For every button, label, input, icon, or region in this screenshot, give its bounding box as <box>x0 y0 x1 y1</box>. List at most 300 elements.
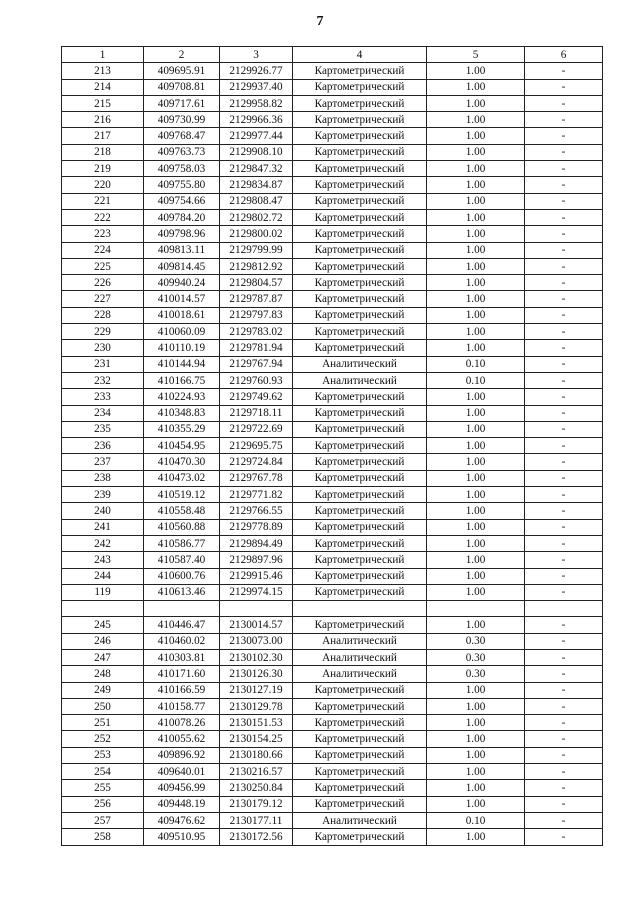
table-cell: Картометрический <box>293 519 427 535</box>
table-cell: 2129808.47 <box>220 193 293 209</box>
page-number: 7 <box>316 14 324 29</box>
table-cell <box>220 601 293 617</box>
table-row <box>62 144 603 160</box>
table-cell: 255 <box>62 780 144 796</box>
table-cell: 1.00 <box>427 552 525 568</box>
table-cell: 239 <box>62 487 144 503</box>
table-cell: 233 <box>62 389 144 405</box>
table-cell: 227 <box>62 291 144 307</box>
table-row <box>62 438 603 454</box>
table-cell: 410586.77 <box>144 535 220 551</box>
table-cell: 410519.12 <box>144 487 220 503</box>
table-cell: 410558.48 <box>144 503 220 519</box>
table-cell: 218 <box>62 144 144 160</box>
table-cell: 409784.20 <box>144 209 220 225</box>
table-cell: 250 <box>62 698 144 714</box>
table-cell: 1.00 <box>427 177 525 193</box>
table-cell: 217 <box>62 128 144 144</box>
table-cell: 253 <box>62 747 144 763</box>
table-cell: 409813.11 <box>144 242 220 258</box>
table-cell: Аналитический <box>293 356 427 372</box>
table-cell: Картометрический <box>293 242 427 258</box>
table-cell: 2129897.96 <box>220 552 293 568</box>
table-cell: - <box>525 193 603 209</box>
table-cell <box>62 601 144 617</box>
table-row <box>62 95 603 111</box>
table-cell: 2130177.11 <box>220 812 293 828</box>
table-cell: - <box>525 372 603 388</box>
table-cell: 1.00 <box>427 568 525 584</box>
table-cell: 410446.47 <box>144 617 220 633</box>
table-cell: 1.00 <box>427 780 525 796</box>
table-cell <box>427 601 525 617</box>
table-cell: 1.00 <box>427 764 525 780</box>
column-header: 1 <box>62 47 144 63</box>
table-cell: 229 <box>62 324 144 340</box>
table-cell: Картометрический <box>293 747 427 763</box>
table-cell: Картометрический <box>293 389 427 405</box>
table-cell: - <box>525 324 603 340</box>
table-row <box>62 649 603 665</box>
table-cell: 409730.99 <box>144 112 220 128</box>
table-row <box>62 698 603 714</box>
table-cell: 410355.29 <box>144 421 220 437</box>
table-cell: - <box>525 649 603 665</box>
table-cell: 2129722.69 <box>220 421 293 437</box>
table-cell: 2130129.78 <box>220 698 293 714</box>
table-cell: 410473.02 <box>144 470 220 486</box>
table-row <box>62 731 603 747</box>
table-cell: 410060.09 <box>144 324 220 340</box>
table-cell: Картометрический <box>293 731 427 747</box>
table-row <box>62 324 603 340</box>
table-row <box>62 275 603 291</box>
table-cell: 409510.95 <box>144 829 220 845</box>
table-cell: Картометрический <box>293 209 427 225</box>
table-cell: 245 <box>62 617 144 633</box>
table-cell: Картометрический <box>293 829 427 845</box>
table-row <box>62 291 603 307</box>
table-cell: - <box>525 95 603 111</box>
table-cell: - <box>525 731 603 747</box>
table-cell: 409755.80 <box>144 177 220 193</box>
table-cell: - <box>525 747 603 763</box>
table-cell: - <box>525 519 603 535</box>
table-cell: 409640.01 <box>144 764 220 780</box>
table-row <box>62 666 603 682</box>
table-cell: Картометрический <box>293 503 427 519</box>
table-cell: Картометрический <box>293 275 427 291</box>
table-cell: Картометрический <box>293 715 427 731</box>
table-cell: 409896.92 <box>144 747 220 763</box>
table-cell: Картометрический <box>293 144 427 160</box>
table-cell: - <box>525 535 603 551</box>
table-row <box>62 764 603 780</box>
table-row <box>62 617 603 633</box>
column-header: 6 <box>525 47 603 63</box>
table-cell: - <box>525 128 603 144</box>
table-row <box>62 454 603 470</box>
table-cell: 225 <box>62 258 144 274</box>
table-cell: 410110.19 <box>144 340 220 356</box>
table-cell: Аналитический <box>293 666 427 682</box>
table-cell: 1.00 <box>427 682 525 698</box>
table-row <box>62 421 603 437</box>
table-cell: Картометрический <box>293 324 427 340</box>
table-cell: 2130216.57 <box>220 764 293 780</box>
table-cell: 213 <box>62 63 144 79</box>
table-row <box>62 356 603 372</box>
table-cell: Картометрический <box>293 796 427 812</box>
table-row <box>62 796 603 812</box>
table-cell: 257 <box>62 812 144 828</box>
table-cell: 1.00 <box>427 95 525 111</box>
table-cell: 1.00 <box>427 389 525 405</box>
table-cell: 244 <box>62 568 144 584</box>
table-cell: 1.00 <box>427 731 525 747</box>
table-cell: - <box>525 568 603 584</box>
table-row <box>62 715 603 731</box>
table-cell: 258 <box>62 829 144 845</box>
table-row <box>62 584 603 600</box>
table-header-row <box>62 47 603 63</box>
table-cell: 409763.73 <box>144 144 220 160</box>
table-cell: 409448.19 <box>144 796 220 812</box>
table-cell: Аналитический <box>293 633 427 649</box>
table-cell: Картометрический <box>293 405 427 421</box>
table-cell: 410587.40 <box>144 552 220 568</box>
table-cell: 2130154.25 <box>220 731 293 747</box>
table-cell: - <box>525 275 603 291</box>
column-header: 2 <box>144 47 220 63</box>
table-cell: 1.00 <box>427 796 525 812</box>
table-cell: 251 <box>62 715 144 731</box>
table-row <box>62 372 603 388</box>
table-row <box>62 307 603 323</box>
column-header: 3 <box>220 47 293 63</box>
table-cell: 1.00 <box>427 79 525 95</box>
table-cell: 221 <box>62 193 144 209</box>
table-cell: Картометрический <box>293 764 427 780</box>
table-cell: 2130179.12 <box>220 796 293 812</box>
table-cell: Картометрический <box>293 63 427 79</box>
table-cell: 2129781.94 <box>220 340 293 356</box>
table-row <box>62 389 603 405</box>
table-cell: - <box>525 242 603 258</box>
table-cell: 246 <box>62 633 144 649</box>
table-cell: 247 <box>62 649 144 665</box>
table-cell: Картометрический <box>293 454 427 470</box>
table-cell: 1.00 <box>427 128 525 144</box>
table-cell: Картометрический <box>293 470 427 486</box>
table-cell: 1.00 <box>427 421 525 437</box>
table-cell: 2130126.30 <box>220 666 293 682</box>
table-row <box>62 535 603 551</box>
table-row <box>62 633 603 649</box>
table-cell: 235 <box>62 421 144 437</box>
table-row <box>62 340 603 356</box>
table-cell: 2129915.46 <box>220 568 293 584</box>
table-cell: 1.00 <box>427 193 525 209</box>
table-cell: 2129894.49 <box>220 535 293 551</box>
table-cell: - <box>525 829 603 845</box>
table-cell: 0.30 <box>427 649 525 665</box>
table-cell: 410166.59 <box>144 682 220 698</box>
table-cell: 409456.99 <box>144 780 220 796</box>
table-cell: - <box>525 177 603 193</box>
table-cell: 2129767.94 <box>220 356 293 372</box>
table-row <box>62 812 603 828</box>
table-cell: 409768.47 <box>144 128 220 144</box>
table-cell: 1.00 <box>427 242 525 258</box>
table-cell: 2130073.00 <box>220 633 293 649</box>
table-cell: - <box>525 698 603 714</box>
table-cell: 2129695.75 <box>220 438 293 454</box>
table-cell: 2129977.44 <box>220 128 293 144</box>
table-cell: 119 <box>62 584 144 600</box>
table-cell: 228 <box>62 307 144 323</box>
table-cell: Аналитический <box>293 372 427 388</box>
table-cell: 1.00 <box>427 209 525 225</box>
table-cell: 226 <box>62 275 144 291</box>
table-cell: 1.00 <box>427 829 525 845</box>
table-cell: 0.10 <box>427 372 525 388</box>
table-cell: 2130151.53 <box>220 715 293 731</box>
table-cell: 230 <box>62 340 144 356</box>
table-cell <box>144 601 220 617</box>
table-row <box>62 568 603 584</box>
table-cell: - <box>525 438 603 454</box>
column-header: 4 <box>293 47 427 63</box>
table-cell: 222 <box>62 209 144 225</box>
table-row <box>62 519 603 535</box>
table-cell: - <box>525 161 603 177</box>
table-cell: - <box>525 633 603 649</box>
table-cell: 2129958.82 <box>220 95 293 111</box>
table-cell: 2129787.87 <box>220 291 293 307</box>
table-cell: 2129812.92 <box>220 258 293 274</box>
table-cell: - <box>525 617 603 633</box>
table-cell: Картометрический <box>293 617 427 633</box>
table-cell: 1.00 <box>427 503 525 519</box>
table-cell: 1.00 <box>427 535 525 551</box>
table-cell: - <box>525 63 603 79</box>
table-cell: 410560.88 <box>144 519 220 535</box>
table-cell: 220 <box>62 177 144 193</box>
table-row <box>62 601 603 617</box>
column-header: 5 <box>427 47 525 63</box>
table-cell: 223 <box>62 226 144 242</box>
table-cell: 2130180.66 <box>220 747 293 763</box>
table-cell: 1.00 <box>427 438 525 454</box>
table-cell: 2129799.99 <box>220 242 293 258</box>
table-cell: - <box>525 666 603 682</box>
table-cell: 241 <box>62 519 144 535</box>
table-cell: Аналитический <box>293 649 427 665</box>
table-cell: Картометрический <box>293 780 427 796</box>
table-cell: 1.00 <box>427 698 525 714</box>
table-cell: Картометрический <box>293 307 427 323</box>
table-cell: 2129718.11 <box>220 405 293 421</box>
table-cell: 409814.45 <box>144 258 220 274</box>
table-cell: Картометрический <box>293 487 427 503</box>
table-cell: Картометрический <box>293 584 427 600</box>
table-cell: 1.00 <box>427 715 525 731</box>
table-cell: 410158.77 <box>144 698 220 714</box>
table-cell: 2129974.15 <box>220 584 293 600</box>
table-cell: 238 <box>62 470 144 486</box>
table-cell: 0.10 <box>427 356 525 372</box>
table-row <box>62 682 603 698</box>
table-cell: 0.30 <box>427 633 525 649</box>
table-cell: Картометрический <box>293 95 427 111</box>
table-cell: - <box>525 405 603 421</box>
table-cell: 237 <box>62 454 144 470</box>
table-cell: Картометрический <box>293 568 427 584</box>
table-cell: 410470.30 <box>144 454 220 470</box>
table-cell: 2129749.62 <box>220 389 293 405</box>
table-cell: 1.00 <box>427 258 525 274</box>
table-cell: 1.00 <box>427 226 525 242</box>
table-cell: 1.00 <box>427 144 525 160</box>
table-cell: 231 <box>62 356 144 372</box>
table-cell: - <box>525 503 603 519</box>
table-row <box>62 193 603 209</box>
table-cell: 409708.81 <box>144 79 220 95</box>
table-row <box>62 258 603 274</box>
table-cell: 256 <box>62 796 144 812</box>
table-cell: Картометрический <box>293 421 427 437</box>
table-cell: 410454.95 <box>144 438 220 454</box>
table-row <box>62 470 603 486</box>
table-cell: - <box>525 79 603 95</box>
table-cell: 1.00 <box>427 275 525 291</box>
table-cell: 409695.91 <box>144 63 220 79</box>
table-cell: 1.00 <box>427 161 525 177</box>
table-cell: 2129797.83 <box>220 307 293 323</box>
table-cell: 410055.62 <box>144 731 220 747</box>
table-cell: Картометрический <box>293 128 427 144</box>
table-cell: 1.00 <box>427 291 525 307</box>
table-cell: 2130014.57 <box>220 617 293 633</box>
table-cell: 2129778.89 <box>220 519 293 535</box>
table-cell: Картометрический <box>293 535 427 551</box>
table-cell: 254 <box>62 764 144 780</box>
table-cell: 2129834.87 <box>220 177 293 193</box>
table-cell: 1.00 <box>427 470 525 486</box>
table-cell: 2130172.56 <box>220 829 293 845</box>
table-cell: - <box>525 144 603 160</box>
table-cell: 2129800.02 <box>220 226 293 242</box>
table-row <box>62 780 603 796</box>
coordinates-table <box>61 46 603 846</box>
table-cell: 410166.75 <box>144 372 220 388</box>
table-row <box>62 63 603 79</box>
table-cell: 2130250.84 <box>220 780 293 796</box>
table-cell: Картометрический <box>293 193 427 209</box>
table-body <box>62 63 603 845</box>
table-cell: - <box>525 584 603 600</box>
table-cell: 240 <box>62 503 144 519</box>
table-cell: Картометрический <box>293 112 427 128</box>
table-cell: - <box>525 258 603 274</box>
table-row <box>62 552 603 568</box>
table-cell: 224 <box>62 242 144 258</box>
table-cell: - <box>525 356 603 372</box>
table-cell: 2129926.77 <box>220 63 293 79</box>
table-cell: 2129804.57 <box>220 275 293 291</box>
table-cell: 236 <box>62 438 144 454</box>
table-cell: - <box>525 682 603 698</box>
table-cell: Картометрический <box>293 161 427 177</box>
table-cell: 1.00 <box>427 454 525 470</box>
table-cell: 1.00 <box>427 519 525 535</box>
table-cell: - <box>525 812 603 828</box>
table-cell: 2129760.93 <box>220 372 293 388</box>
table-cell: - <box>525 209 603 225</box>
table-cell: Картометрический <box>293 79 427 95</box>
table-cell: - <box>525 796 603 812</box>
table-cell: 215 <box>62 95 144 111</box>
table-cell: 409758.03 <box>144 161 220 177</box>
table-row <box>62 503 603 519</box>
table-cell: 2130102.30 <box>220 649 293 665</box>
table-cell: 1.00 <box>427 584 525 600</box>
table-cell: 243 <box>62 552 144 568</box>
table-cell: - <box>525 552 603 568</box>
table-cell: 2129783.02 <box>220 324 293 340</box>
table-cell: 214 <box>62 79 144 95</box>
table-cell: 1.00 <box>427 307 525 323</box>
table-cell: 410600.76 <box>144 568 220 584</box>
table-cell: 2129766.55 <box>220 503 293 519</box>
table-row <box>62 209 603 225</box>
table-cell: 249 <box>62 682 144 698</box>
table-cell: - <box>525 780 603 796</box>
table-cell: 252 <box>62 731 144 747</box>
table-row <box>62 79 603 95</box>
table-cell: 2129847.32 <box>220 161 293 177</box>
table-cell: Картометрический <box>293 552 427 568</box>
table-cell: 2129771.82 <box>220 487 293 503</box>
table-cell: 1.00 <box>427 324 525 340</box>
table-cell: - <box>525 421 603 437</box>
table-cell: 410224.93 <box>144 389 220 405</box>
table-cell: - <box>525 715 603 731</box>
table-cell: 409476.62 <box>144 812 220 828</box>
table-cell: 219 <box>62 161 144 177</box>
table-cell: Картометрический <box>293 177 427 193</box>
table-cell: 410348.83 <box>144 405 220 421</box>
table-cell: 1.00 <box>427 617 525 633</box>
table-cell: 1.00 <box>427 747 525 763</box>
table-cell: 234 <box>62 405 144 421</box>
table-row <box>62 112 603 128</box>
table-cell: 2129937.40 <box>220 79 293 95</box>
table-cell: 1.00 <box>427 112 525 128</box>
table-cell: Картометрический <box>293 438 427 454</box>
table-row <box>62 128 603 144</box>
table-cell: - <box>525 226 603 242</box>
table-cell: - <box>525 764 603 780</box>
table-cell: 2130127.19 <box>220 682 293 698</box>
table-cell: 409940.24 <box>144 275 220 291</box>
table-cell: Картометрический <box>293 682 427 698</box>
table-cell: 410303.81 <box>144 649 220 665</box>
table-row <box>62 405 603 421</box>
table-cell: 410018.61 <box>144 307 220 323</box>
table-cell: 2129908.10 <box>220 144 293 160</box>
